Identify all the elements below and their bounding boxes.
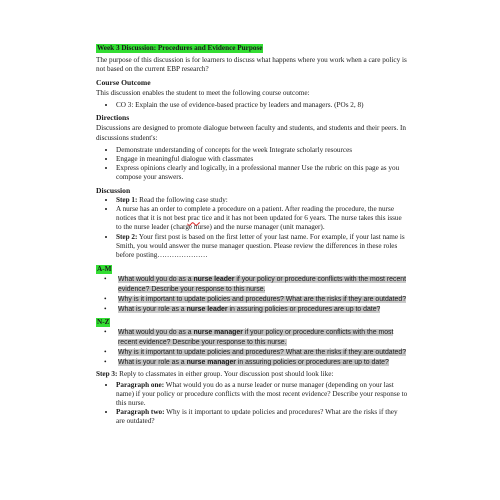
course-outcome-text: This discussion enables the student to meet the following course outcome:	[96, 88, 310, 97]
question-text: in assuring policies or procedures are up to date?	[235, 359, 389, 367]
step-1-text: Read the following case study:	[137, 195, 228, 204]
group-am-label-line	[96, 263, 408, 275]
directions-item: • Demonstrate understanding of concepts for the week Integrate scholarly resources	[116, 146, 408, 155]
step-3-list	[96, 381, 408, 427]
paragraph-one-text: What would you do as a nurse leader or nurse manager (depending on your last name) if your policy or procedure conflicts with the most recent evidence? Describe your response to this nurse.	[116, 380, 408, 407]
group-nz-label: N-Z	[97, 318, 110, 327]
course-outcome-item: • CO 3: Explain the use of evidence-based practice by leaders and managers. (POs 2, 8)	[116, 101, 408, 110]
group-am-question	[96, 275, 408, 293]
role-term: nurse manager	[193, 329, 243, 337]
step-2-label: Step 2:	[116, 232, 138, 241]
question-text: What is your role as a	[118, 306, 187, 314]
group-am-question	[96, 295, 408, 304]
step-2-text: Your first post is based on the first letter of your last name. For example, if your last name is Smith, you would answer the nurse manager question. Please review the differences in these roles before posting…………………	[116, 232, 405, 260]
discussion-heading: Discussion	[96, 185, 131, 195]
case-text-end: tice and it has not been updated for 6 years. The nurse takes this issue to the nurse leader (charge nurse) and the nurse manager (unit manager).	[116, 214, 402, 232]
step-1-label: Step 1:	[116, 195, 138, 204]
title-line	[96, 44, 408, 53]
question-highlight	[118, 306, 380, 313]
spelling-error-word: prac	[187, 214, 200, 223]
step-1-item	[116, 196, 408, 205]
group-am-label: A-M	[97, 265, 112, 274]
role-term: nurse leader	[193, 276, 235, 284]
group-nz-question	[96, 348, 408, 357]
intro-paragraph: The purpose of this discussion is for learners to discuss what happens where you work when a care policy is not based on the current EBP research?	[96, 56, 407, 74]
step-3-text: Reply to classmates in either group. Your discussion post should look like:	[117, 370, 334, 379]
paragraph-one-label: Paragraph one:	[116, 380, 165, 389]
directions-heading: Directions	[96, 113, 130, 123]
page-title: Week 3 Discussion: Procedures and Evidence Purpose	[97, 44, 263, 52]
course-outcome-list	[96, 101, 408, 110]
question-text: What is your role as a	[118, 359, 187, 367]
paragraph-two-text: Why is it important to update policies and procedures? What are the risks if they are outdated?	[116, 408, 398, 426]
directions-item: • Engage in meaningful dialogue with classmates	[116, 155, 408, 164]
directions-item: • Express opinions clearly and logically, in a professional manner Use the rubric on this page as you compose your answers.	[116, 164, 408, 182]
group-nz-question	[96, 328, 408, 346]
question-highlight	[118, 329, 393, 345]
question-highlight: Why is it important to update policies and procedures? What are the risks if they are outdated?	[118, 295, 407, 303]
case-text-start: A nurse has an order to complete a procedure on a patient. After reading the procedure, the nurse notices that it is not best	[116, 205, 395, 223]
question-text: in assuring policies or procedures are up to date?	[227, 306, 381, 314]
step-3-line	[96, 370, 408, 379]
case-study-item	[116, 205, 408, 233]
group-nz-questions	[96, 328, 408, 367]
directions-text: Discussions are designed to promote dialogue between faculty and students, and students and their peers. In discussions student's:	[96, 124, 406, 142]
group-nz-label-line	[96, 316, 408, 328]
document-page	[96, 44, 408, 430]
role-term: nurse leader	[186, 306, 228, 314]
question-highlight	[118, 276, 406, 292]
directions-list	[96, 146, 408, 183]
question-text: What would you do as a	[118, 329, 194, 337]
question-highlight	[118, 359, 389, 366]
question-highlight: Why is it important to update policies and procedures? What are the risks if they are outdated?	[118, 348, 407, 356]
question-text: What would you do as a	[118, 276, 194, 284]
paragraph-one-item	[116, 381, 408, 409]
course-outcome-heading: Course Outcome	[96, 77, 151, 87]
role-term: nurse manager	[186, 359, 236, 367]
group-am-question	[96, 305, 408, 314]
question-text: if your policy or procedure conflicts with the most recent evidence? Describe your response to this nurse.	[118, 276, 407, 293]
step-2-item	[116, 233, 408, 261]
discussion-steps-list	[96, 196, 408, 260]
step-3-label: Step 3:	[96, 370, 118, 379]
paragraph-two-item	[116, 408, 408, 426]
question-text: if your policy or procedure conflicts with the most recent evidence? Describe your response to this nurse.	[118, 329, 394, 346]
paragraph-two-label: Paragraph two:	[116, 408, 165, 417]
group-nz-question	[96, 358, 408, 367]
group-am-questions	[96, 275, 408, 314]
